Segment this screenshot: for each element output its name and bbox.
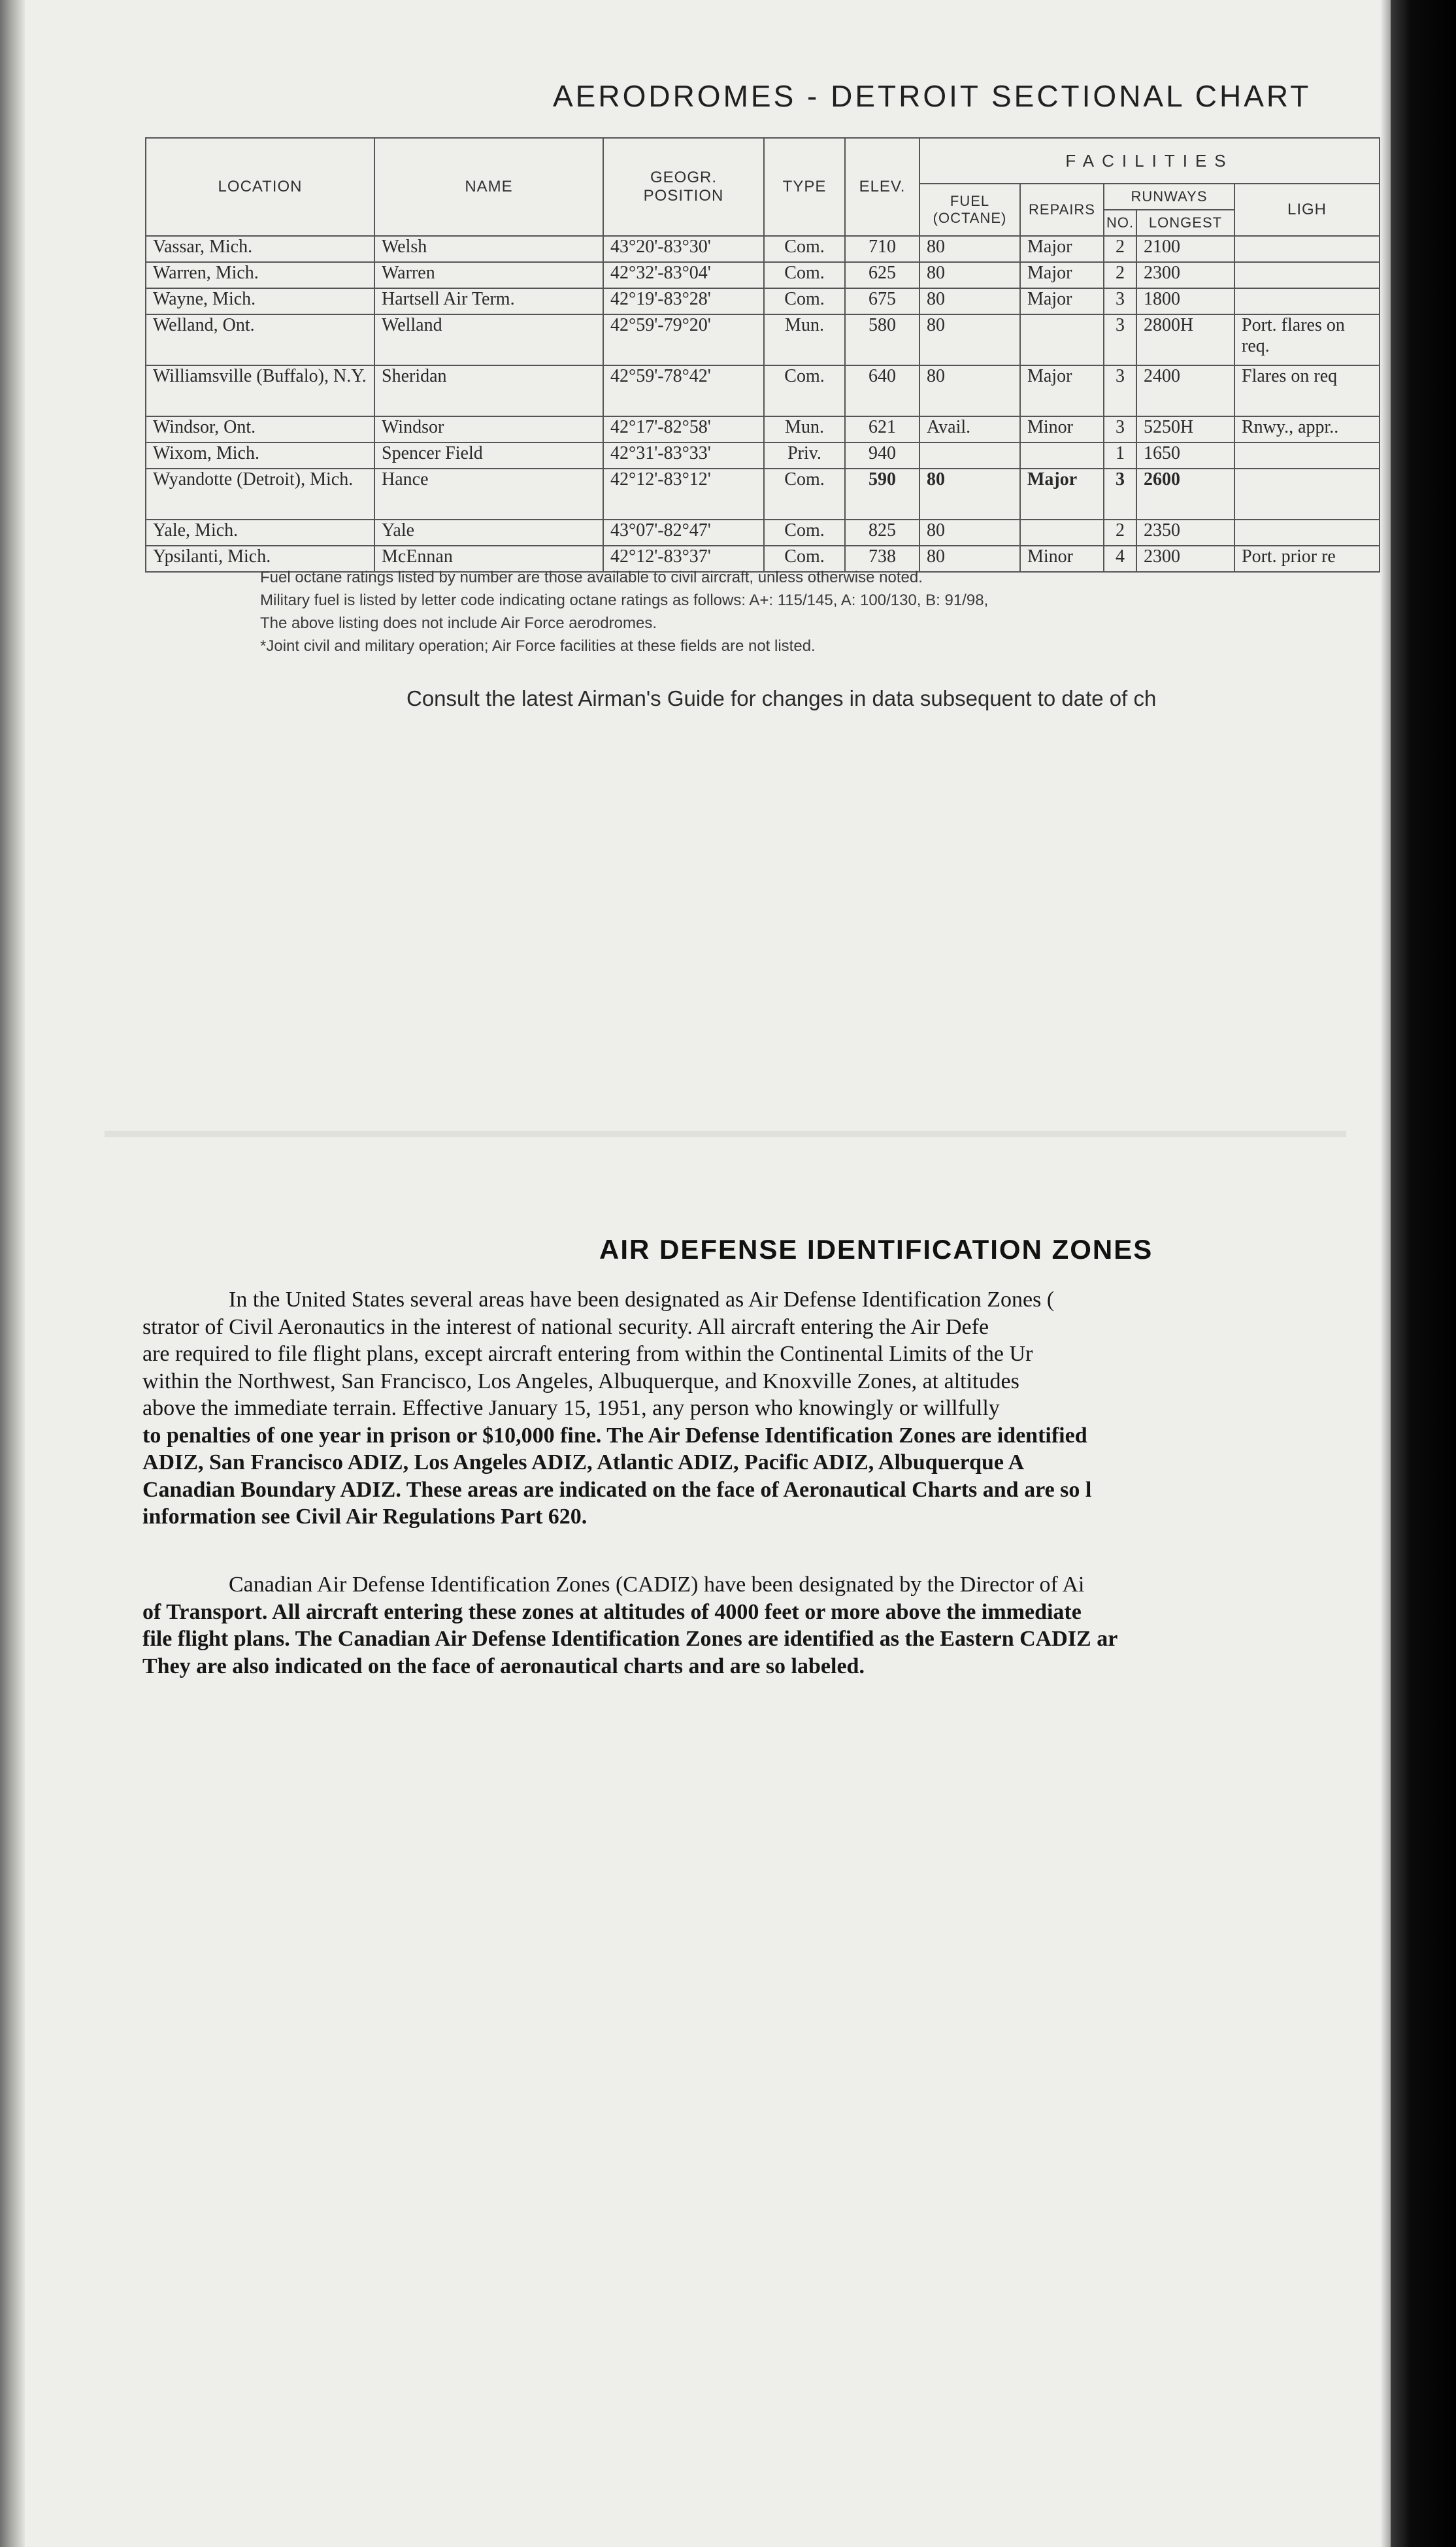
cell-position: 42°59'-78°42' — [603, 365, 764, 416]
adiz-heading: AIR DEFENSE IDENTIFICATION ZONES — [599, 1234, 1153, 1265]
cell-fuel — [919, 442, 1020, 469]
adiz-paragraph — [142, 1286, 1397, 1531]
cell-runways-no: 3 — [1104, 416, 1136, 442]
cadiz-paragraph — [142, 1571, 1397, 1680]
header-fuel: FUEL (OCTANE) — [919, 184, 1020, 236]
header-location: LOCATION — [146, 138, 374, 236]
header-lights: LIGH — [1234, 184, 1380, 236]
cell-position: 42°19'-83°28' — [603, 288, 764, 314]
cell-runways-longest: 2350 — [1136, 520, 1234, 546]
cell-repairs: Major — [1020, 469, 1104, 520]
cell-lights — [1234, 520, 1380, 546]
footnote: The above listing does not include Air Force aerodromes. — [260, 614, 657, 632]
cell-location: Ypsilanti, Mich. — [146, 546, 374, 572]
cell-lights: Port. prior re — [1234, 546, 1380, 572]
cell-name: Windsor — [374, 416, 603, 442]
cell-position: 42°59'-79°20' — [603, 314, 764, 365]
paragraph-line: information see Civil Air Regulations Part 620. — [142, 1505, 587, 1529]
cell-fuel: 80 — [919, 365, 1020, 416]
scan-left-edge — [0, 0, 25, 2547]
table-row — [146, 469, 1380, 520]
cell-lights: Port. flares on req. — [1234, 314, 1380, 365]
header-runways-no: NO. — [1104, 210, 1136, 236]
cell-runways-longest: 2300 — [1136, 262, 1234, 288]
cell-name: Spencer Field — [374, 442, 603, 469]
cell-position: 42°12'-83°37' — [603, 546, 764, 572]
cell-name: Hartsell Air Term. — [374, 288, 603, 314]
paragraph-line: In the United States several areas have been designated as Air Defense Identification Zones ( — [229, 1288, 1055, 1312]
paragraph-line: file flight plans. The Canadian Air Defense Identification Zones are identified as the Eastern CADIZ ar — [142, 1627, 1118, 1651]
table-row — [146, 236, 1380, 262]
cell-runways-no: 2 — [1104, 236, 1136, 262]
cell-lights: Rnwy., appr.. — [1234, 416, 1380, 442]
cell-runways-longest: 1800 — [1136, 288, 1234, 314]
cell-repairs: Major — [1020, 262, 1104, 288]
header-runways-longest: LONGEST — [1136, 210, 1234, 236]
aerodromes-table — [145, 137, 1380, 573]
paragraph-line: They are also indicated on the face of aeronautical charts and are so labeled. — [142, 1654, 865, 1678]
table-row — [146, 365, 1380, 416]
cell-runways-longest: 2300 — [1136, 546, 1234, 572]
paragraph-line: above the immediate terrain. Effective January 15, 1951, any person who knowingly or willfully — [142, 1396, 1000, 1420]
cell-elev: 590 — [845, 469, 919, 520]
cell-runways-no: 3 — [1104, 365, 1136, 416]
paragraph-line: Canadian Air Defense Identification Zones (CADIZ) have been designated by the Director of Ai — [229, 1573, 1085, 1597]
consult-note: Consult the latest Airman's Guide for changes in data subsequent to date of ch — [406, 686, 1157, 710]
cell-location: Wayne, Mich. — [146, 288, 374, 314]
cell-repairs: Minor — [1020, 416, 1104, 442]
cell-type: Com. — [764, 262, 845, 288]
cell-type: Mun. — [764, 416, 845, 442]
cell-runways-no: 2 — [1104, 520, 1136, 546]
cell-elev: 738 — [845, 546, 919, 572]
cell-runways-longest: 5250H — [1136, 416, 1234, 442]
cell-fuel: 80 — [919, 469, 1020, 520]
cell-elev: 580 — [845, 314, 919, 365]
cell-location: Welland, Ont. — [146, 314, 374, 365]
cell-runways-no: 3 — [1104, 288, 1136, 314]
cell-type: Com. — [764, 288, 845, 314]
cell-type: Com. — [764, 546, 845, 572]
cell-name: Yale — [374, 520, 603, 546]
paragraph-line: within the Northwest, San Francisco, Los Angeles, Albuquerque, and Knoxville Zones, at altitudes — [142, 1369, 1019, 1393]
cell-location: Warren, Mich. — [146, 262, 374, 288]
cell-type: Com. — [764, 469, 845, 520]
cell-runways-no: 3 — [1104, 314, 1136, 365]
scan-right-edge — [1391, 0, 1456, 2547]
cell-elev: 621 — [845, 416, 919, 442]
table-row — [146, 416, 1380, 442]
header-position: GEOGR. POSITION — [603, 138, 764, 236]
page-title: AERODROMES - DETROIT SECTIONAL CHART — [553, 79, 1312, 113]
cell-fuel: 80 — [919, 236, 1020, 262]
cell-type: Com. — [764, 365, 845, 416]
cell-lights: Flares on req — [1234, 365, 1380, 416]
cell-type: Com. — [764, 520, 845, 546]
cell-lights — [1234, 442, 1380, 469]
table-row — [146, 262, 1380, 288]
cell-elev: 625 — [845, 262, 919, 288]
header-repairs: REPAIRS — [1020, 184, 1104, 236]
cell-elev: 675 — [845, 288, 919, 314]
cell-repairs: Major — [1020, 236, 1104, 262]
cell-position: 42°32'-83°04' — [603, 262, 764, 288]
cell-elev: 640 — [845, 365, 919, 416]
cell-location: Wyandotte (Detroit), Mich. — [146, 469, 374, 520]
cell-name: Sheridan — [374, 365, 603, 416]
scan-smudge — [105, 1131, 1346, 1137]
cell-type: Com. — [764, 236, 845, 262]
cell-runways-no: 3 — [1104, 469, 1136, 520]
cell-elev: 825 — [845, 520, 919, 546]
cell-repairs — [1020, 314, 1104, 365]
footnote: *Joint civil and military operation; Air Force facilities at these fields are not listed. — [260, 637, 816, 655]
header-name: NAME — [374, 138, 603, 236]
cell-fuel: 80 — [919, 262, 1020, 288]
cell-name: McEnnan — [374, 546, 603, 572]
cell-elev: 710 — [845, 236, 919, 262]
cell-runways-longest: 2600 — [1136, 469, 1234, 520]
cell-location: Wixom, Mich. — [146, 442, 374, 469]
cell-fuel: Avail. — [919, 416, 1020, 442]
cell-position: 43°20'-83°30' — [603, 236, 764, 262]
cell-runways-longest: 1650 — [1136, 442, 1234, 469]
cell-repairs — [1020, 520, 1104, 546]
cell-name: Warren — [374, 262, 603, 288]
cell-fuel: 80 — [919, 546, 1020, 572]
cell-location: Williamsville (Buffalo), N.Y. — [146, 365, 374, 416]
cell-location: Yale, Mich. — [146, 520, 374, 546]
paragraph-line: of Transport. All aircraft entering these zones at altitudes of 4000 feet or more above the immediate — [142, 1599, 1082, 1624]
cell-elev: 940 — [845, 442, 919, 469]
header-elev: ELEV. — [845, 138, 919, 236]
cell-position: 43°07'-82°47' — [603, 520, 764, 546]
cell-lights — [1234, 469, 1380, 520]
cell-fuel: 80 — [919, 314, 1020, 365]
cell-location: Vassar, Mich. — [146, 236, 374, 262]
footnotes — [260, 566, 988, 658]
header-runways: RUNWAYS — [1104, 184, 1234, 210]
table-row — [146, 288, 1380, 314]
cell-name: Welsh — [374, 236, 603, 262]
cell-runways-longest: 2400 — [1136, 365, 1234, 416]
cell-repairs: Minor — [1020, 546, 1104, 572]
cell-runways-no: 2 — [1104, 262, 1136, 288]
cell-repairs — [1020, 442, 1104, 469]
cell-repairs: Major — [1020, 288, 1104, 314]
header-type: TYPE — [764, 138, 845, 236]
cell-repairs: Major — [1020, 365, 1104, 416]
cell-lights — [1234, 262, 1380, 288]
paragraph-line: are required to file flight plans, except aircraft entering from within the Continental Limits of the Ur — [142, 1342, 1033, 1366]
cell-name: Hance — [374, 469, 603, 520]
cell-name: Welland — [374, 314, 603, 365]
paragraph-line: ADIZ, San Francisco ADIZ, Los Angeles ADIZ, Atlantic ADIZ, Pacific ADIZ, Albuquerque A — [142, 1450, 1025, 1474]
cell-position: 42°31'-83°33' — [603, 442, 764, 469]
header-facilities: FACILITIES — [919, 138, 1380, 184]
cell-type: Priv. — [764, 442, 845, 469]
table-row — [146, 442, 1380, 469]
cell-runways-no: 1 — [1104, 442, 1136, 469]
cell-runways-longest: 2800H — [1136, 314, 1234, 365]
table-row — [146, 520, 1380, 546]
footnote: Military fuel is listed by letter code indicating octane ratings as follows: A+: 115/145, A: 100/130, B: 91/98, — [260, 591, 989, 609]
cell-location: Windsor, Ont. — [146, 416, 374, 442]
paragraph-line: to penalties of one year in prison or $10,000 fine. The Air Defense Identification Zones are identified — [142, 1423, 1087, 1448]
cell-fuel: 80 — [919, 288, 1020, 314]
cell-fuel: 80 — [919, 520, 1020, 546]
cell-position: 42°12'-83°12' — [603, 469, 764, 520]
paragraph-line: strator of Civil Aeronautics in the interest of national security. All aircraft entering the Air Defe — [142, 1314, 989, 1339]
cell-runways-longest: 2100 — [1136, 236, 1234, 262]
cell-runways-no: 4 — [1104, 546, 1136, 572]
paragraph-line: Canadian Boundary ADIZ. These areas are indicated on the face of Aeronautical Charts and are so l — [142, 1477, 1092, 1502]
cell-type: Mun. — [764, 314, 845, 365]
footnote: Fuel octane ratings listed by number are those available to civil aircraft, unless otherwise noted. — [260, 569, 923, 586]
cell-lights — [1234, 236, 1380, 262]
cell-lights — [1234, 288, 1380, 314]
table-row — [146, 314, 1380, 365]
cell-position: 42°17'-82°58' — [603, 416, 764, 442]
